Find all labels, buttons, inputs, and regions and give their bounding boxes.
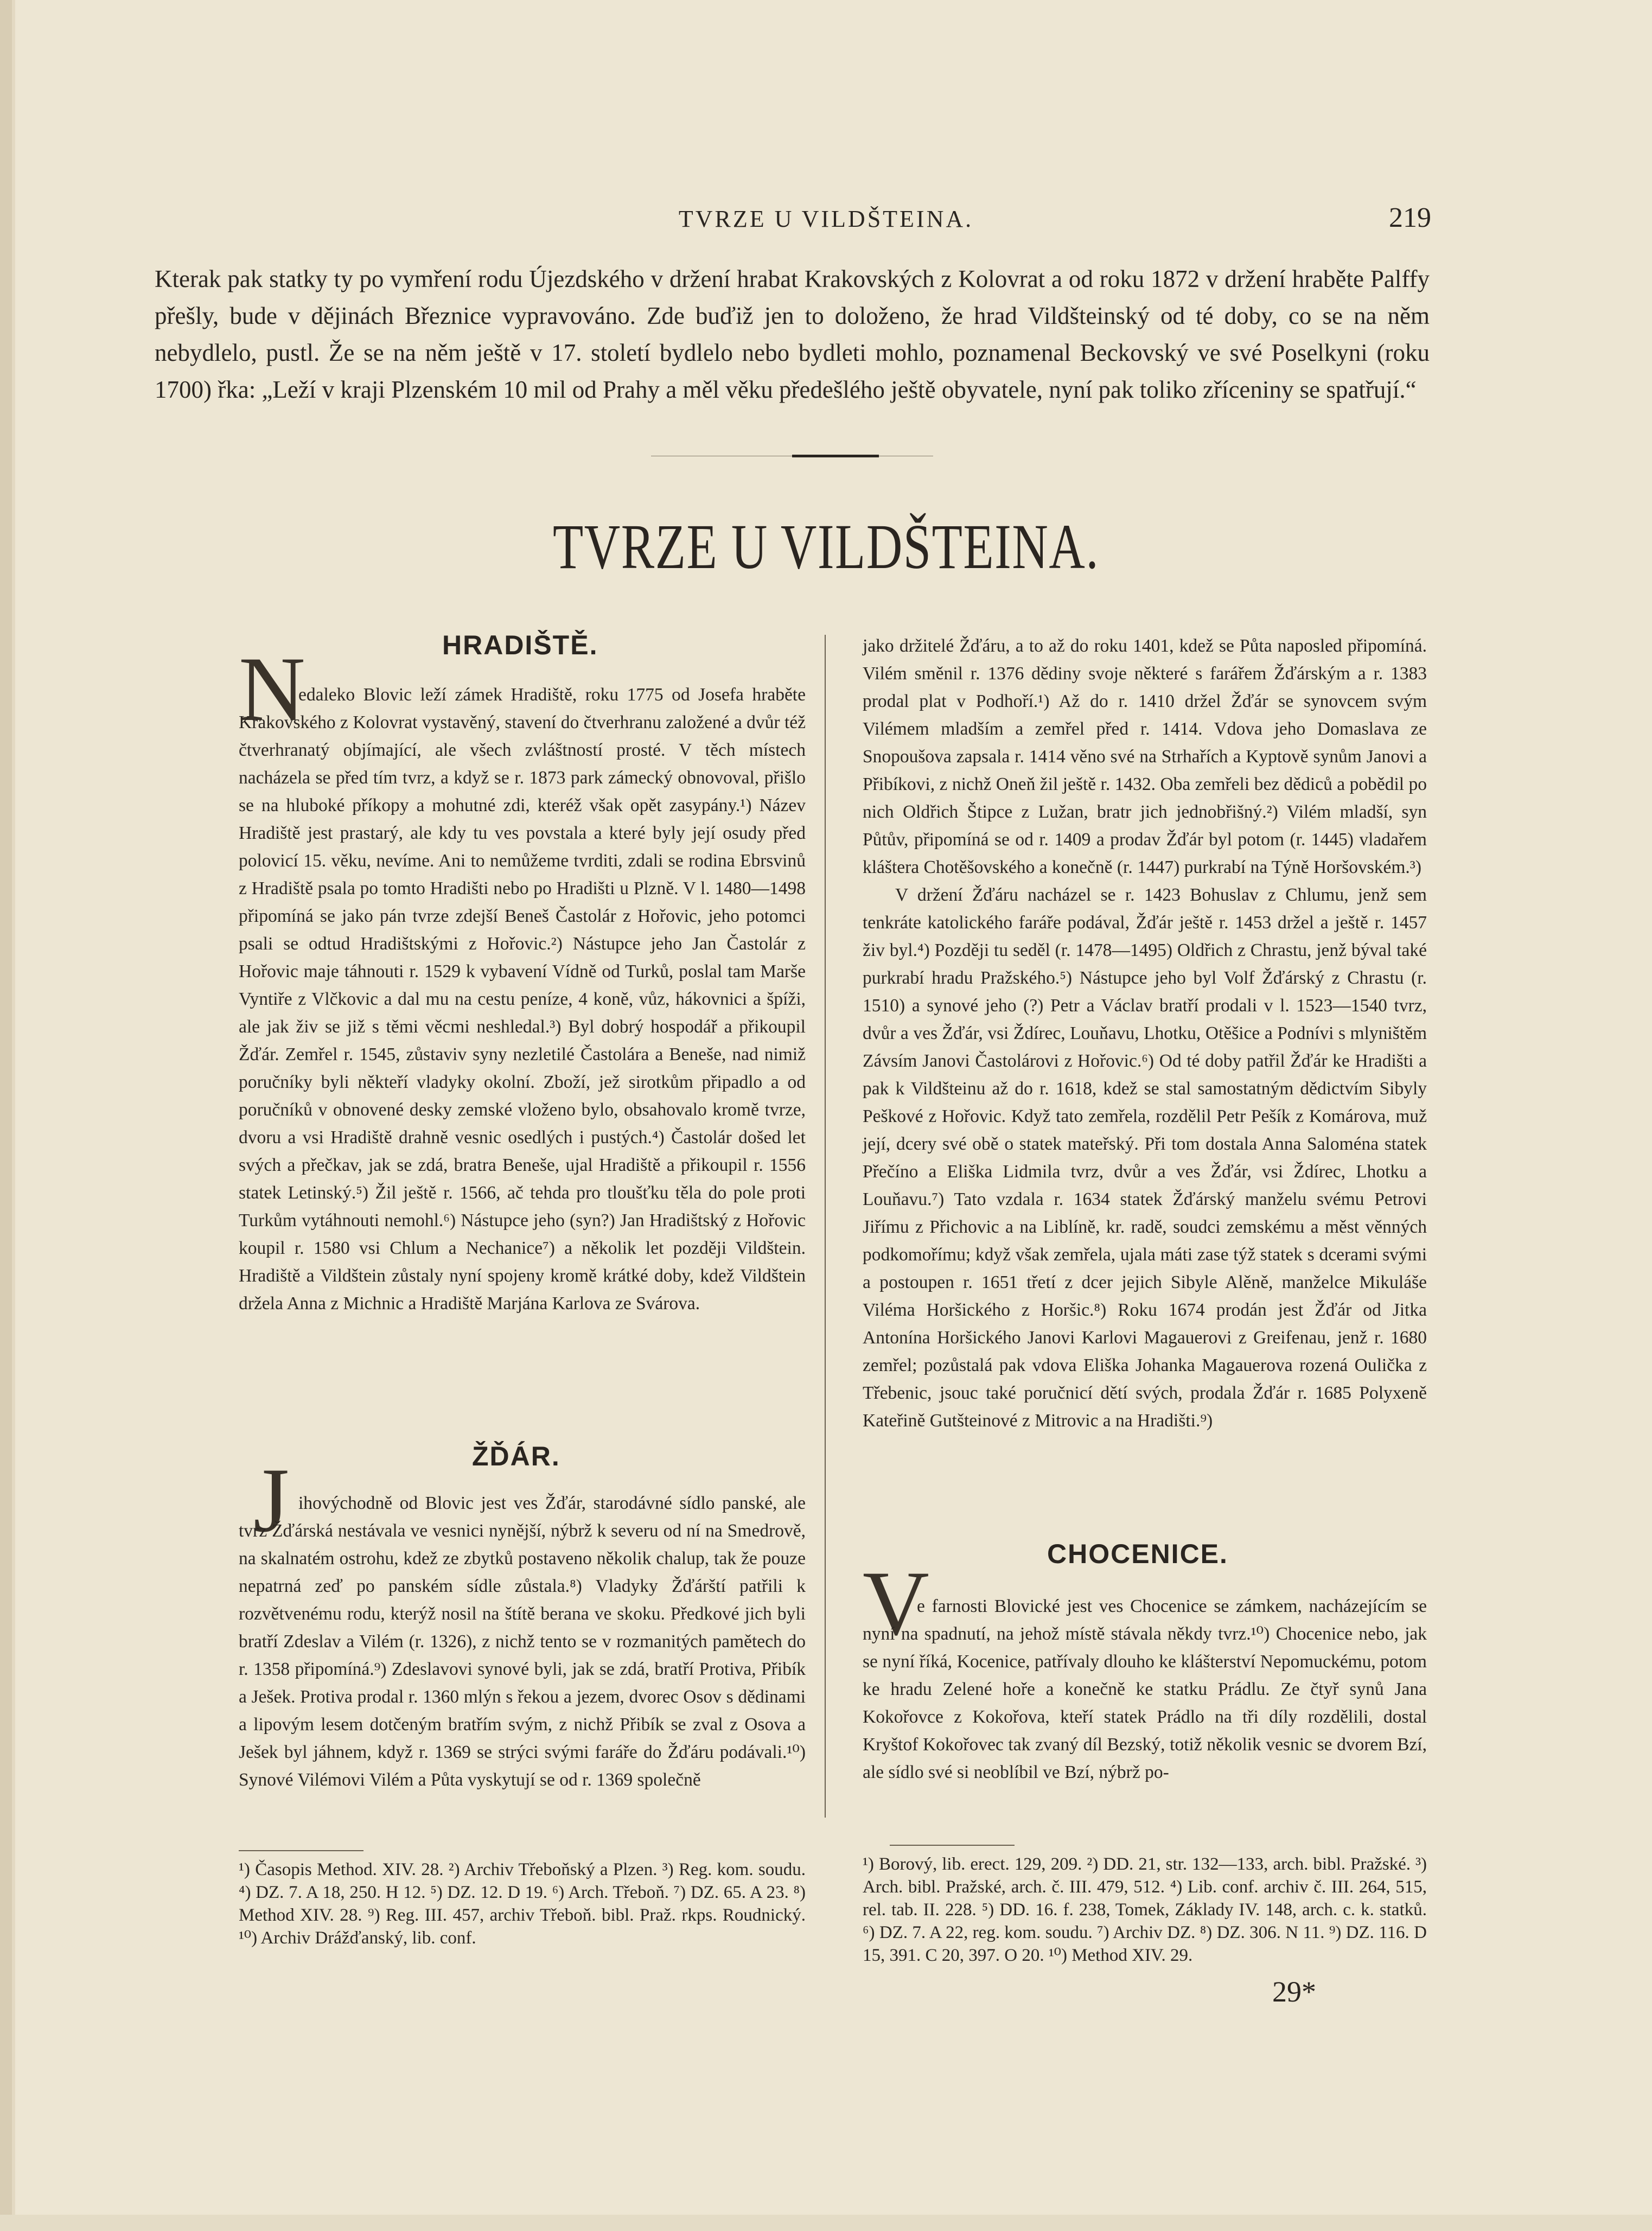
heading-zdar: ŽĎÁR. xyxy=(472,1441,560,1471)
paragraph: jako držitelé Žďáru, a to až do roku 1401, kdež se Půta naposled připomíná. Vilém směnil r. 1376 dědiny svoje některé s farářem Žďárským a r. 1383 prodal plat v Podhoří.¹) Až do r. 1410 držel Žďár se synovcem svým Vilémem mladším a zemřel před r. 1414. Vdova jeho Domaslava ze Snopoušova zapsala r. 1414 věno své na Strhařích a Kyptově synům Janovi a Přibíkovi, z nichž Oneň žil ještě r. 1432. Oba zemřeli bez dědiců a pobědil po nich Oldřich Štipce z Lužan, bratr jich jednobřišný.²) Vilém mladší, syn Půtův, připomíná se od r. 1409 a prodav Žďár byl potom (r. 1445) vladařem kláštera Chotěšovského a konečně (r. 1447) purkrabí na Týně Horšovském.³) xyxy=(863,636,1427,877)
footnotes-left: ¹) Časopis Method. XIV. 28. ²) Archiv Třeboňský a Plzen. ³) Reg. kom. soudu. ⁴) DZ. 7. A 18, 250. H 12. ⁵) DZ. 12. D 19. ⁶) Arch. Třeboň. ⁷) DZ. 65. A 23. ⁸) Method XIV. 28. ⁹) Reg. III. 457, archiv Třeboň. bibl. Praž. rkps. Roudnický. ¹⁰) Archiv Drážďanský, lib. conf. xyxy=(239,1860,806,1948)
page-edge xyxy=(0,0,13,2231)
page-number: 219 xyxy=(1389,202,1431,233)
footnote-rule-left xyxy=(239,1850,363,1851)
dropcap-v: V xyxy=(863,1552,929,1654)
page-bottom-margin xyxy=(0,2215,1652,2231)
paragraph: e farnosti Blovické jest ves Chocenice se zámkem, nacházejícím se nyní na spadnutí, na jehož místě stávala někdy tvrz.¹⁰) Chocenice nebo, jak se nyní říká, Kocenice, patřívaly dlouho ke klášterství Nepomuckému, potom ke hradu Zelené hoře a konečně ke statku Prádlu. Ze čtyř synů Jana Kokořovce z Kokořova, kteří statek Prádlo na tři díly rozdělili, dostal Kryštof Kokořovec tak zvaný díl Bezský, totiž několik vesnic se dvorem Bzí, ale sídlo své si neoblíbil ve Bzí, nýbrž po- xyxy=(863,1596,1427,1782)
section-zdar-continued xyxy=(863,632,1427,1435)
dropcap-j: J xyxy=(253,1449,290,1551)
footnotes-right: ¹) Borový, lib. erect. 129, 209. ²) DD. 21, str. 132—133, arch. bibl. Pražské. ³) Arch. bibl. Pražské, arch. č. III. 479, 512. ⁴) Lib. conf. archiv č. III. 264, 515, rel. tab. II. 228. ⁵) DD. 16. f. 238, Tomek, Základy IV. 148, arch. c. k. statků. ⁶) DZ. 7. A 22, reg. kom. soudu. ⁷) Archiv DZ. ⁸) DZ. 306. N 11. ⁹) DZ. 116. D 15, 391. C 20, 397. O 20. ¹⁰) Method XIV. 29. xyxy=(863,1854,1427,1965)
running-head: TVRZE U VILDŠTEINA. xyxy=(678,206,974,232)
paragraph: edaleko Blovic leží zámek Hradiště, roku 1775 od Josefa hraběte Krakovského z Kolovrat vystavěný, stavení do čtverhranu založené a dvůr též čtverhranatý objímající, ale všech zvláštností prosté. V těch místech nacházela se před tím tvrz, a když se r. 1873 park zámecký obnovoval, přišlo se na hluboké příkopy a mohutné zdi, kteréž však opět zasypány.¹) Název Hradiště jest prastarý, ale kdy tu ves povstala a které byly její osudy před polovicí 15. věku, nevíme. Ani to nemůžeme tvrditi, zdali se rodina Ebrsvinů z Hradiště psala po tomto Hradišti nebo po Hradišti u Plzně. V l. 1480—1498 připomíná se jako pán tvrze zdejší Beneš Častolár z Hořovic, jeho potomci psali se odtud Hradištskými z Hořovic.²) Nástupce jeho Jan Častolár z Hořovic maje táhnouti r. 1529 k vybavení Vídně od Turků, poslal tam Marše Vyntiře z Vlčkovic a dal mu na cestu peníze, 4 koně, vůz, hákovnici a špíži, ale jak živ se již s těmi věcmi neshledal.³) Byl dobrý hospodář a přikoupil Žďár. Zemřel r. 1545, zůstaviv syny nezletilé Častolára a Beneše, nad nimiž poručníky byli někteří vladyky okolní. Zboží, jež sirotkům připadlo a od poručníků v obnovené desky zemské vloženo bylo, obsahovalo kromě tvrze, dvoru a vsi Hradiště drahně vesnic osedlých i pustých.⁴) Častolár došed let svých a přečkav, jak se zdá, bratra Beneše, ujal Hradiště a přikoupil r. 1556 statek Letinský.⁵) Žil ještě r. 1566, ač tehda pro tloušťku těla do pole proti Turkům vytáhnouti nemohl.⁶) Nástupce jeho (syn?) Jan Hradištský z Hořovic koupil r. 1580 vsi Chlum a Nechanice⁷) a několik let později Vildštein. Hradiště a Vildštein zůstaly nyní spojeny kromě krátké doby, kdež Vildštein držela Anna z Michnic a Hradiště Marjána Karlova ze Svárova. xyxy=(239,685,806,1314)
section-separator xyxy=(651,455,933,457)
footnote-rule-right xyxy=(890,1845,1015,1846)
column-rule xyxy=(825,635,826,1818)
dropcap-n: N xyxy=(239,638,305,740)
heading-chocenice: CHOCENICE. xyxy=(1047,1539,1228,1569)
page-edge-inner xyxy=(12,0,15,2231)
separator-bar xyxy=(792,455,879,457)
paragraph: V držení Žďáru nacházel se r. 1423 Bohuslav z Chlumu, jenž sem tenkráte katolického faráře podával, Žďár ještě r. 1453 držel a ještě r. 1457 živ byl.⁴) Později tu seděl (r. 1478—1495) Oldřich z Chrastu, jenž býval také purkrabí hradu Pražského.⁵) Nástupce jeho byl Volf Žďárský z Chrastu (r. 1510) a synové jeho (?) Petr a Václav bratří prodali v l. 1523—1540 tvrz, dvůr a ves Žďár, vsi Ždírec, Louňavu, Lhotku, Otěšice a Podnívi s mlyništěm Závsím Janovi Častolárovi z Hořovic.⁶) Od té doby patřil Žďár ke Hradišti a pak k Vildšteinu až do r. 1618, kdež se stal samostatným dědictvím Sibyly Peškové z Hořovic. Když tato zemřela, rozdělil Petr Pešík z Komárova, muž její, dcery své obě o statek mateřský. Při tom dostala Anna Saloména statek Přečíno a Eliška Lidmila tvrz, dvůr a ves Žďár, vsi Ždírec, Lhotku a Louňavu.⁷) Tato vzdala r. 1634 statek Žďárský manželu svému Petrovi Jiřímu z Přichovic a na Liblíně, kr. radě, soudci zemskému a měst věnných podkomořímu; když však zemřela, ujala máti zase týž statek s dcerami svými a postoupen r. 1651 třetí z dcer jejich Sibyle Alěně, manželce Mikuláše Viléma Horšického z Horšic.⁸) Roku 1674 prodán jest Žďár od Jitka Antonína Horšického Janovi Karlovi Magauerovi z Greifenau, jenž r. 1680 zemřel; pozůstalá pak vdova Eliška Johanka Magauerova rozená Oulička z Třebenic, jsouc také poručnicí dětí svých, prodala Žďár r. 1685 Polyxeně Kateřině Gutšteinové z Mitrovic a na Hradišti.⁹) xyxy=(863,885,1427,1431)
section-hradiste-text xyxy=(239,681,806,1317)
section-zdar-text xyxy=(239,1489,806,1794)
main-title: TVRZE U VILDŠTEINA. xyxy=(552,511,1100,582)
signature-mark: 29* xyxy=(1272,1975,1316,2008)
section-chocenice-text xyxy=(863,1592,1427,1786)
intro-paragraph: Kterak pak statky ty po vymření rodu Újezdského v držení hrabat Krakovských z Kolovrat a od roku 1872 v držení hraběte Palffy přešly, bude v dějinách Březnice vypravováno. Zde buďiž jen to doloženo, že hrad Vildšteinský od té doby, co se na něm nebydlelo, pustl. Že se na něm ještě v 17. století bydlelo nebo bydleti mohlo, poznamenal Beckovský ve své Poselkyni (roku 1700) řka: „Leží v kraji Plzenském 10 mil od Prahy a měl věku předešlého ještě obyvatele, nyní pak toliko zříceniny se spatřují.“ xyxy=(155,265,1430,403)
heading-hradiste: HRADIŠTĚ. xyxy=(442,630,598,660)
paragraph: ihovýchodně od Blovic jest ves Žďár, starodávné sídlo panské, ale tvrz Žďárská nestávala ve vesnici nynější, nýbrž k severu od ní na Smedrově, na skalnatém ostrohu, kdež ze zbytků postaveno několik chalup, tak že pouze nepatrná zeď po panském sídle zůstala.⁸) Vladyky Žďárští patřili k rozvětvenému rodu, kterýž nosil na štítě berana ve skoku. Předkové jich byli bratří Zdeslav a Vilém (r. 1326), z nichž tento se v rozmanitých pamětech do r. 1358 připomíná.⁹) Zdeslavovi synové byli, jak se zdá, bratří Protiva, Přibík a Ješek. Protiva prodal r. 1360 mlýn s řekou a jezem, dvorec Osov s dědinami a lipovým lesem dotčeným bratřím svým, z nichž Přibík se zval z Osova a Ješek byl jáhnem, když r. 1369 se strýci svými faráře do Žďáru podávali.¹⁰) Synové Vilémovi Vilém a Půta vyskytují se od r. 1369 společně xyxy=(239,1493,806,1790)
